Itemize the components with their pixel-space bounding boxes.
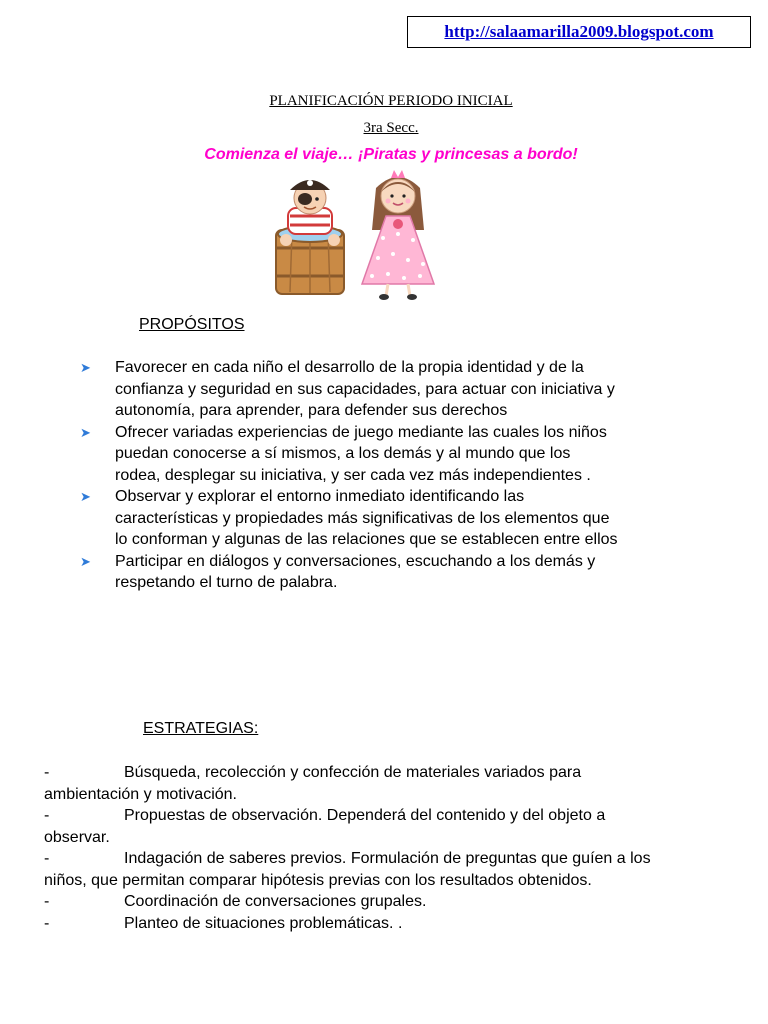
strategy-text: Coordinación de conversaciones grupales. [124, 893, 427, 910]
section-label: 3ra Secc. [363, 120, 419, 136]
purposes-heading: PROPÓSITOS [139, 316, 245, 333]
strategy-text: Propuestas de observación. Dependerá del contenido y del objeto a observar. [44, 807, 606, 846]
purpose-text: Ofrecer variadas experiencias de juego mediante las cuales los niños puedan conocerse a sí mismos, a los demás y al mundo que los rodea, desplegar su iniciativa, y ser cada vez más independientes . [115, 423, 607, 484]
pirate-figure [276, 180, 344, 294]
list-item [80, 422, 620, 487]
purpose-text: Favorecer en cada niño el desarrollo de la propia identidad y de la confianza y seguridad en sus capacidades, para actuar con iniciativa y autonomía, para aprender, para defender sus derechos [115, 359, 615, 419]
princess-figure [362, 170, 434, 300]
strategies-heading: ESTRATEGIAS: [143, 720, 259, 737]
strategies-list [44, 762, 674, 934]
blog-url-link[interactable]: http://salaamarilla2009.blogspot.com [444, 22, 714, 41]
list-item [80, 486, 620, 551]
dash-marker: - [44, 893, 50, 910]
pirate-princess-illustration [268, 168, 448, 303]
purpose-text: Observar y explorar el entorno inmediato identificando las características y propiedades más significativas de los elementos que lo conforman y algunas de las relaciones que se establecen entre ellos [115, 488, 618, 548]
list-item [44, 891, 674, 913]
list-item [44, 762, 674, 805]
dash-marker: - [44, 850, 50, 867]
list-item [44, 913, 674, 935]
list-item [44, 848, 674, 891]
list-item [80, 551, 620, 594]
dash-marker: - [44, 764, 50, 781]
arrow-bullet-icon: ➤ [80, 360, 91, 375]
list-item [80, 357, 620, 422]
purpose-text: Participar en diálogos y conversaciones, escuchando a los demás y respetando el turno de palabra. [115, 552, 596, 591]
dash-marker: - [44, 807, 50, 824]
strategy-text: Indagación de saberes previos. Formulación de preguntas que guíen a los niños, que permitan comparar hipótesis previas con los resultados obtenidos. [44, 850, 651, 889]
list-item [44, 805, 674, 848]
arrow-bullet-icon: ➤ [80, 489, 91, 504]
purposes-list [80, 357, 620, 594]
strategy-text: Búsqueda, recolección y confección de materiales variados para ambientación y motivación. [44, 764, 582, 803]
dash-marker: - [44, 914, 50, 932]
subtitle: Comienza el viaje… ¡Piratas y princesas a bordo! [204, 146, 578, 163]
arrow-bullet-icon: ➤ [80, 553, 91, 569]
arrow-bullet-icon: ➤ [80, 424, 91, 440]
strategy-text: Planteo de situaciones problemáticas. . [124, 914, 403, 932]
url-box [407, 16, 751, 48]
document-title: PLANIFICACIÓN PERIODO INICIAL [269, 93, 513, 109]
